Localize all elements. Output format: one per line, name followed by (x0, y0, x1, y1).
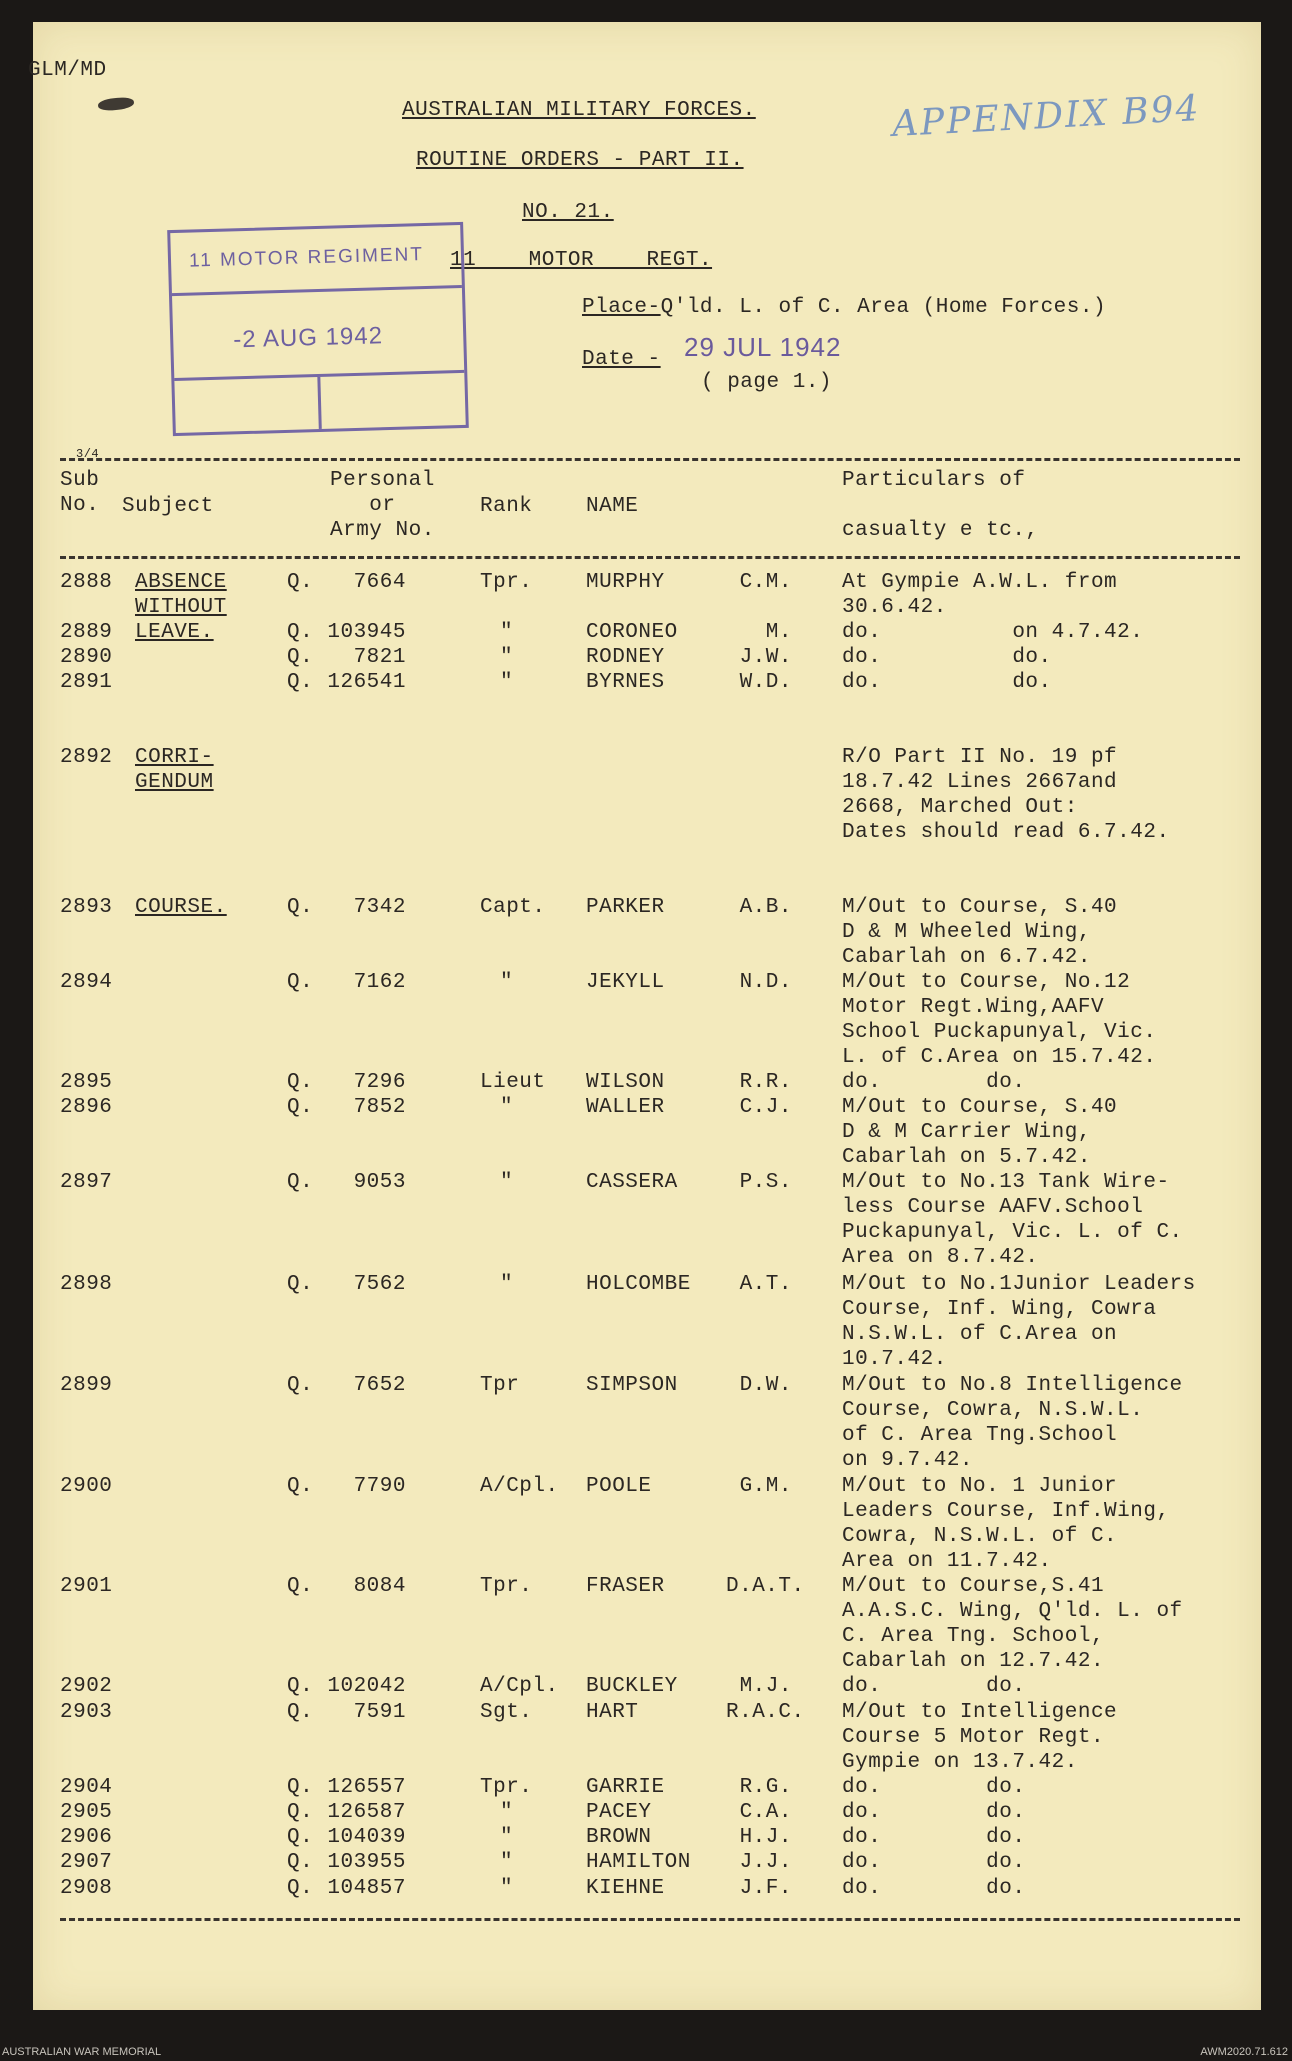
sub-number: 2890 (60, 646, 113, 669)
initials: M.J. (739, 1675, 792, 1698)
particulars: do. do. (842, 1801, 1026, 1824)
surname: PACEY (586, 1801, 652, 1824)
particulars: M/Out to No.13 Tank Wire- less Course AAFV.School Puckapunyal, Vic. L. of C. Area on 8.7.42. (842, 1171, 1183, 1269)
surname: FRASER (586, 1575, 665, 1598)
reference-code: GLM/MD (28, 59, 107, 82)
surname: HOLCOMBE (586, 1273, 691, 1296)
particulars: M/Out to Intelligence Course 5 Motor Regt. Gympie on 13.7.42. (842, 1701, 1118, 1774)
army-number: 102042 (327, 1675, 406, 1698)
army-prefix: Q. (287, 1096, 314, 1119)
sub-number: 2893 (60, 896, 113, 919)
column-name: NAME (586, 495, 639, 518)
surname: HART (586, 1701, 639, 1724)
initials: D.A.T. (726, 1575, 805, 1598)
sub-number: 2906 (60, 1826, 113, 1849)
surname: HAMILTON (586, 1851, 691, 1874)
sub-number: 2895 (60, 1071, 113, 1094)
particulars: do. do. (842, 1071, 1026, 1094)
particulars: At Gympie A.W.L. from 30.6.42. (842, 571, 1118, 619)
rank-value: Lieut (480, 1071, 546, 1094)
army-prefix: Q. (287, 671, 314, 694)
army-prefix: Q. (287, 621, 314, 644)
column-sub-no: Sub No. (60, 469, 100, 517)
rank-value: " (500, 1801, 514, 1824)
sub-number: 2907 (60, 1851, 113, 1874)
subject-heading: COURSE. (135, 896, 227, 919)
sub-number: 2904 (60, 1776, 113, 1799)
army-number: 103945 (327, 621, 406, 644)
initials: C.M. (739, 571, 792, 594)
column-rank: Rank (480, 495, 533, 518)
army-prefix: Q. (287, 1851, 314, 1874)
rank-value: Capt. (480, 896, 546, 919)
sub-number: 2888 (60, 571, 113, 594)
column-army-no: Personal or Army No. (330, 469, 435, 542)
army-number: 7852 (353, 1096, 406, 1119)
header-number: NO. 21. (522, 201, 614, 224)
rank-value: " (500, 1851, 514, 1874)
initials: D.W. (739, 1374, 792, 1397)
date-stamp: 29 JUL 1942 (684, 332, 842, 362)
initials: P.S. (739, 1171, 792, 1194)
margin-mark: 3/4 (76, 447, 100, 461)
army-prefix: Q. (287, 1675, 314, 1698)
rank-value: " (500, 1826, 514, 1849)
army-prefix: Q. (287, 896, 314, 919)
rank-value: A/Cpl. (480, 1475, 559, 1498)
surname: BYRNES (586, 671, 665, 694)
appendix-annotation: APPENDIX B94 (891, 87, 1202, 146)
initials: J.J. (739, 1851, 792, 1874)
rank-value: " (500, 971, 514, 994)
sub-number: 2901 (60, 1575, 113, 1598)
sub-number: 2900 (60, 1475, 113, 1498)
surname: PARKER (586, 896, 665, 919)
sub-number: 2889 (60, 621, 113, 644)
army-prefix: Q. (287, 1374, 314, 1397)
particulars: do. do. (842, 1675, 1026, 1698)
rank-value: Tpr. (480, 1575, 533, 1598)
page-number: ( page 1.) (701, 371, 833, 394)
rank-value: Tpr. (480, 1776, 533, 1799)
army-number: 8084 (353, 1575, 406, 1598)
initials: N.D. (739, 971, 792, 994)
particulars: M/Out to Course,S.41 A.A.S.C. Wing, Q'ld. L. of C. Area Tng. School, Cabarlah on 12.7.42. (842, 1575, 1183, 1673)
rank-value: " (500, 1096, 514, 1119)
army-number: 7664 (353, 571, 406, 594)
header-unit: 11 MOTOR REGT. (450, 249, 713, 272)
army-number: 7296 (353, 1071, 406, 1094)
rank-value: " (500, 1877, 514, 1900)
sub-number: 2899 (60, 1374, 113, 1397)
surname: KIEHNE (586, 1877, 665, 1900)
particulars: M/Out to No.1Junior Leaders Course, Inf. Wing, Cowra N.S.W.L. of C.Area on 10.7.42. (842, 1273, 1196, 1371)
header-forces: AUSTRALIAN MILITARY FORCES. (402, 99, 756, 122)
army-number: 7162 (353, 971, 406, 994)
surname: SIMPSON (586, 1374, 678, 1397)
initials: A.T. (739, 1273, 792, 1296)
army-number: 126557 (327, 1776, 406, 1799)
surname: JEKYLL (586, 971, 665, 994)
surname: RODNEY (586, 646, 665, 669)
army-prefix: Q. (287, 1475, 314, 1498)
initials: R.G. (739, 1776, 792, 1799)
initials: G.M. (739, 1475, 792, 1498)
army-prefix: Q. (287, 1701, 314, 1724)
rank-value: Sgt. (480, 1701, 533, 1724)
particulars: do. do. (842, 646, 1052, 669)
army-prefix: Q. (287, 1826, 314, 1849)
particulars: do. do. (842, 1776, 1026, 1799)
unit-stamp (167, 222, 469, 436)
header-rule-bottom (60, 556, 1240, 559)
surname: BROWN (586, 1826, 652, 1849)
rank-value: " (500, 671, 514, 694)
sub-number: 2894 (60, 971, 113, 994)
army-prefix: Q. (287, 971, 314, 994)
particulars: M/Out to Course, S.40 D & M Wheeled Wing, Cabarlah on 6.7.42. (842, 896, 1118, 969)
subject-heading: ABSENCE WITHOUT LEAVE. (135, 571, 227, 644)
sub-number: 2897 (60, 1171, 113, 1194)
army-prefix: Q. (287, 646, 314, 669)
stamp-date: -2 AUG 1942 (232, 322, 384, 354)
rank-value: " (500, 1273, 514, 1296)
army-number: 126587 (327, 1801, 406, 1824)
surname: WALLER (586, 1096, 665, 1119)
army-number: 7790 (353, 1475, 406, 1498)
particulars: R/O Part II No. 19 pf 18.7.42 Lines 2667and 2668, Marched Out: Dates should read 6.7.42. (842, 746, 1170, 844)
sub-number: 2891 (60, 671, 113, 694)
army-number: 7591 (353, 1701, 406, 1724)
army-prefix: Q. (287, 571, 314, 594)
particulars: do. do. (842, 671, 1052, 694)
army-number: 126541 (327, 671, 406, 694)
initials: J.F. (739, 1877, 792, 1900)
sub-number: 2905 (60, 1801, 113, 1824)
army-number: 7342 (353, 896, 406, 919)
initials: C.J. (739, 1096, 792, 1119)
sub-number: 2896 (60, 1096, 113, 1119)
surname: WILSON (586, 1071, 665, 1094)
particulars: do. do. (842, 1877, 1026, 1900)
army-prefix: Q. (287, 1171, 314, 1194)
army-number: 7821 (353, 646, 406, 669)
archive-credit: AUSTRALIAN WAR MEMORIAL (2, 2046, 162, 2058)
sub-number: 2892 (60, 746, 113, 769)
surname: POOLE (586, 1475, 652, 1498)
rank-value: A/Cpl. (480, 1675, 559, 1698)
initials: C.A. (739, 1801, 792, 1824)
initials: J.W. (739, 646, 792, 669)
particulars: M/Out to Course, S.40 D & M Carrier Wing, Cabarlah on 5.7.42. (842, 1096, 1118, 1169)
place-label: Place- (582, 296, 661, 319)
rank-value: " (500, 1171, 514, 1194)
header-rule-top (60, 458, 1240, 461)
sub-number: 2898 (60, 1273, 113, 1296)
army-prefix: Q. (287, 1801, 314, 1824)
particulars: M/Out to No. 1 Junior Leaders Course, Inf.Wing, Cowra, N.S.W.L. of C. Area on 11.7.42. (842, 1475, 1170, 1573)
initials: W.D. (739, 671, 792, 694)
initials: H.J. (739, 1826, 792, 1849)
column-subject: Subject (122, 495, 214, 518)
stamp-title: 11 MOTOR REGIMENT (188, 244, 425, 272)
initials: R.A.C. (726, 1701, 805, 1724)
army-number: 104039 (327, 1826, 406, 1849)
particulars: do. on 4.7.42. (842, 621, 1144, 644)
particulars: do. do. (842, 1826, 1026, 1849)
army-number: 9053 (353, 1171, 406, 1194)
surname: GARRIE (586, 1776, 665, 1799)
surname: MURPHY (586, 571, 665, 594)
particulars: M/Out to Course, No.12 Motor Regt.Wing,AAFV School Puckapunyal, Vic. L. of C.Area on 15.7.42. (842, 971, 1157, 1069)
archive-reference: AWM2020.71.612 (1200, 2046, 1288, 2058)
army-number: 7562 (353, 1273, 406, 1296)
date-label: Date - (582, 348, 661, 371)
rank-value: " (500, 621, 514, 644)
sub-number: 2908 (60, 1877, 113, 1900)
initials: M. (765, 621, 792, 644)
army-number: 104857 (327, 1877, 406, 1900)
rank-value: Tpr. (480, 571, 533, 594)
place-value: Q'ld. L. of C. Area (Home Forces.) (660, 296, 1107, 319)
army-prefix: Q. (287, 1071, 314, 1094)
army-prefix: Q. (287, 1273, 314, 1296)
place-line (582, 295, 1106, 320)
surname: CASSERA (586, 1171, 678, 1194)
sub-number: 2902 (60, 1675, 113, 1698)
rank-value: Tpr (480, 1374, 520, 1397)
army-prefix: Q. (287, 1575, 314, 1598)
sub-number: 2903 (60, 1701, 113, 1724)
particulars: M/Out to No.8 Intelligence Course, Cowra, N.S.W.L. of C. Area Tng.School on 9.7.42. (842, 1374, 1183, 1472)
column-particulars: Particulars of casualty e tc., (842, 469, 1039, 542)
army-prefix: Q. (287, 1877, 314, 1900)
surname: CORONEO (586, 621, 678, 644)
army-number: 103955 (327, 1851, 406, 1874)
header-orders: ROUTINE ORDERS - PART II. (416, 149, 744, 172)
footer-rule (60, 1918, 1240, 1921)
army-number: 7652 (353, 1374, 406, 1397)
subject-heading: CORRI- GENDUM (135, 746, 214, 794)
surname: BUCKLEY (586, 1675, 678, 1698)
initials: R.R. (739, 1071, 792, 1094)
rank-value: " (500, 646, 514, 669)
particulars: do. do. (842, 1851, 1026, 1874)
initials: A.B. (739, 896, 792, 919)
army-prefix: Q. (287, 1776, 314, 1799)
